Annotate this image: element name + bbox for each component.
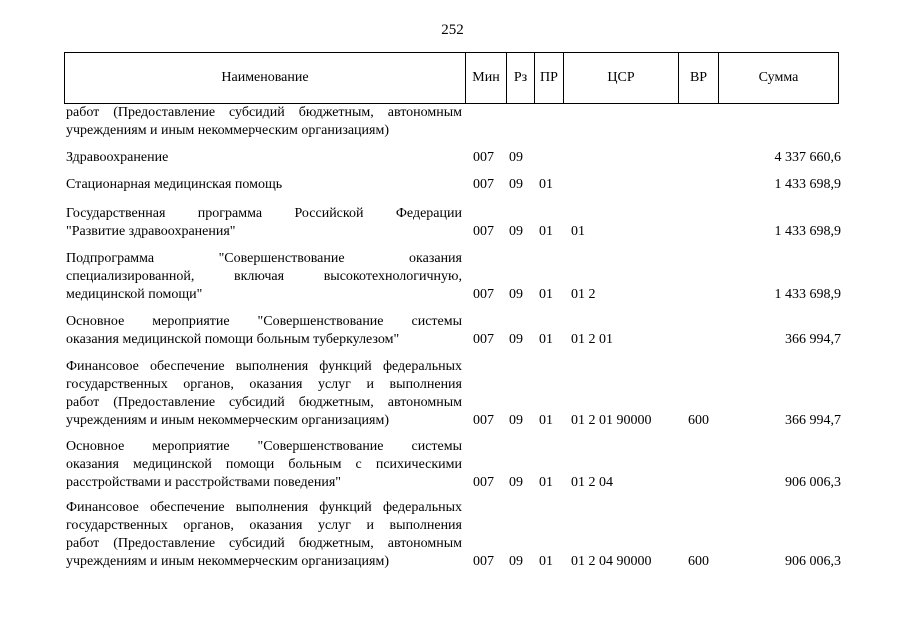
row-name-line: Стационарная медицинская помощь bbox=[66, 177, 283, 192]
cell-pr: 01 bbox=[539, 413, 553, 428]
cell-sum: 1 433 698,9 bbox=[774, 177, 841, 192]
row-name-line: Финансовое обеспечение выполнения функций федеральных bbox=[66, 500, 462, 515]
cell-pr: 01 bbox=[539, 332, 553, 347]
header-min: Мин bbox=[466, 53, 507, 104]
cell-rz: 09 bbox=[509, 177, 523, 192]
header-row bbox=[65, 53, 839, 104]
row-name-line: учреждениям и иным некоммерческим организациям) bbox=[66, 123, 390, 138]
cell-min: 007 bbox=[473, 287, 494, 302]
cell-vr: 600 bbox=[688, 554, 709, 569]
row-name-line: Основное мероприятие "Совершенствование системы bbox=[66, 314, 462, 329]
header-rz: Рз bbox=[507, 53, 535, 104]
row-name-line: работ (Предоставление субсидий бюджетным, автономным bbox=[66, 105, 462, 120]
cell-csr: 01 2 bbox=[571, 287, 596, 302]
header-sum: Сумма bbox=[719, 53, 839, 104]
row-name-line: оказания медицинской помощи больным туберкулезом" bbox=[66, 332, 400, 347]
row-name-line: медицинской помощи" bbox=[66, 287, 203, 302]
cell-csr: 01 2 01 90000 bbox=[571, 413, 652, 428]
cell-rz: 09 bbox=[509, 554, 523, 569]
cell-rz: 09 bbox=[509, 150, 523, 165]
cell-rz: 09 bbox=[509, 475, 523, 490]
cell-csr: 01 2 04 90000 bbox=[571, 554, 652, 569]
cell-pr: 01 bbox=[539, 177, 553, 192]
row-name-line: Основное мероприятие "Совершенствование системы bbox=[66, 439, 462, 454]
row-name-line: оказания медицинской помощи больным с психическими bbox=[66, 457, 462, 472]
row-name-line: работ (Предоставление субсидий бюджетным, автономным bbox=[66, 395, 462, 410]
cell-pr: 01 bbox=[539, 475, 553, 490]
cell-csr: 01 2 04 bbox=[571, 475, 613, 490]
cell-pr: 01 bbox=[539, 224, 553, 239]
header-csr: ЦСР bbox=[564, 53, 679, 104]
row-name-line: Государственная программа Российской Федерации bbox=[66, 206, 462, 221]
cell-pr: 01 bbox=[539, 554, 553, 569]
header-vr: ВР bbox=[679, 53, 719, 104]
cell-vr: 600 bbox=[688, 413, 709, 428]
cell-csr: 01 bbox=[571, 224, 585, 239]
cell-rz: 09 bbox=[509, 287, 523, 302]
cell-sum: 906 006,3 bbox=[785, 554, 841, 569]
cell-csr: 01 2 01 bbox=[571, 332, 613, 347]
table-header bbox=[64, 52, 839, 104]
row-name-line: работ (Предоставление субсидий бюджетным, автономным bbox=[66, 536, 462, 551]
row-name-line: учреждениям и иным некоммерческим организациям) bbox=[66, 413, 390, 428]
cell-sum: 366 994,7 bbox=[785, 413, 841, 428]
cell-rz: 09 bbox=[509, 413, 523, 428]
row-name-line: государственных органов, оказания услуг и выполнения bbox=[66, 518, 462, 533]
cell-min: 007 bbox=[473, 224, 494, 239]
cell-sum: 1 433 698,9 bbox=[774, 287, 841, 302]
row-name-line: Подпрограмма "Совершенствование оказания bbox=[66, 251, 462, 266]
cell-min: 007 bbox=[473, 150, 494, 165]
cell-sum: 366 994,7 bbox=[785, 332, 841, 347]
header-pr: ПР bbox=[535, 53, 564, 104]
cell-rz: 09 bbox=[509, 224, 523, 239]
cell-rz: 09 bbox=[509, 332, 523, 347]
cell-min: 007 bbox=[473, 413, 494, 428]
row-name-line: расстройствами и расстройствами поведения" bbox=[66, 475, 342, 490]
page-number: 252 bbox=[441, 22, 464, 38]
row-name-line: Здравоохранение bbox=[66, 150, 169, 165]
row-name-line: "Развитие здравоохранения" bbox=[66, 224, 236, 239]
row-name-line: государственных органов, оказания услуг и выполнения bbox=[66, 377, 462, 392]
row-name-line: специализированной, включая высокотехнологичную, bbox=[66, 269, 462, 284]
cell-sum: 1 433 698,9 bbox=[774, 224, 841, 239]
cell-pr: 01 bbox=[539, 287, 553, 302]
cell-sum: 906 006,3 bbox=[785, 475, 841, 490]
cell-min: 007 bbox=[473, 177, 494, 192]
cell-min: 007 bbox=[473, 332, 494, 347]
cell-sum: 4 337 660,6 bbox=[774, 150, 841, 165]
row-name-line: учреждениям и иным некоммерческим организациям) bbox=[66, 554, 390, 569]
cell-min: 007 bbox=[473, 475, 494, 490]
cell-min: 007 bbox=[473, 554, 494, 569]
header-name: Наименование bbox=[65, 53, 466, 104]
row-name-line: Финансовое обеспечение выполнения функций федеральных bbox=[66, 359, 462, 374]
